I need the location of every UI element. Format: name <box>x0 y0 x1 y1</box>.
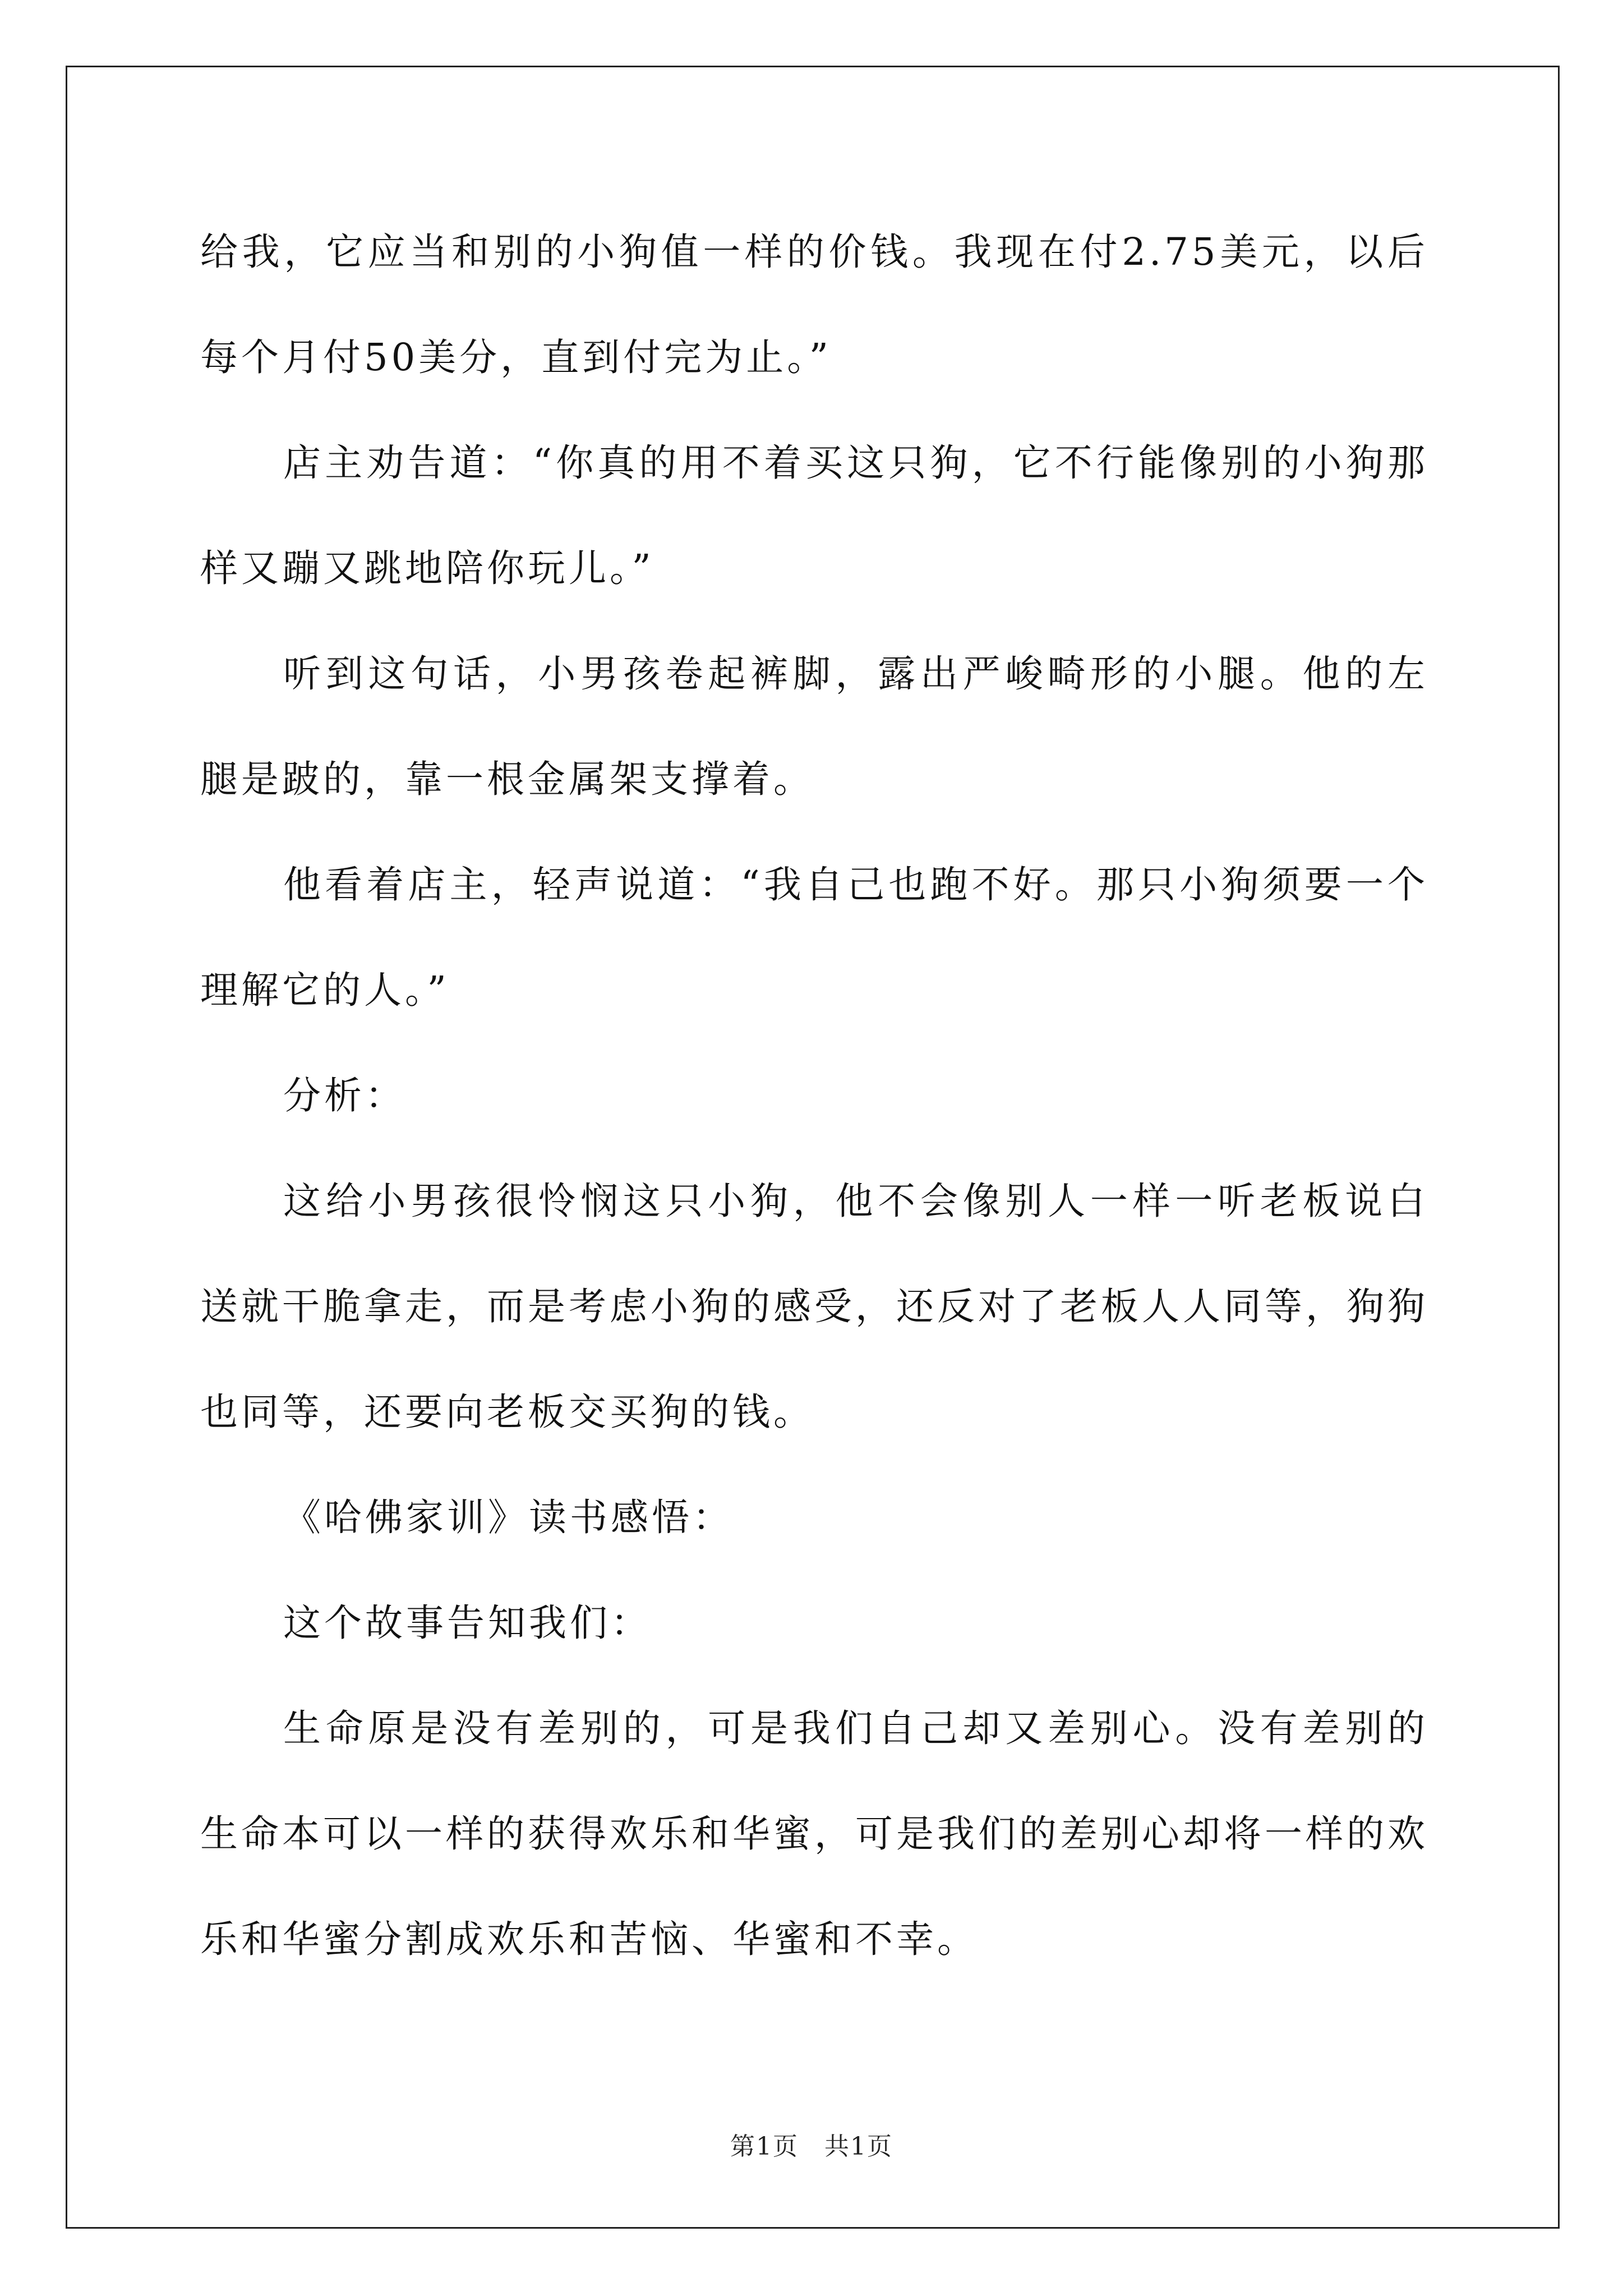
page-footer: 第1页 共1页 <box>730 2132 893 2161</box>
paragraph-3: 听到这句话，小男孩卷起裤脚，露出严峻畸形的小腿。他的左腿是跛的，靠一根金属架支撑着。 <box>200 652 1428 801</box>
paragraph-7-heading: 《哈佛家训》读书感悟： <box>283 1496 734 1539</box>
paragraph-4: 他看着店主，轻声说道：“我自己也跑不好。那只小狗须要一个理解它的人。” <box>200 863 1428 1012</box>
paragraph-8: 这个故事告知我们： <box>283 1601 652 1645</box>
paragraph-2: 店主劝告道：“你真的用不着买这只狗，它不行能像别的小狗那样又蹦又跳地陪你玩儿。” <box>200 441 1428 590</box>
document-body <box>200 199 1428 1992</box>
paragraph-1: 给我，它应当和别的小狗值一样的价钱。我现在付2.75美元，以后每个月付50美分，直到付完为止。” <box>200 230 1428 379</box>
paragraph-5-heading: 分析： <box>283 1074 406 1117</box>
paragraph-6: 这给小男孩很怜悯这只小狗，他不会像别人一样一听老板说白送就干脆拿走，而是考虑小狗的感受，还反对了老板人人同等，狗狗也同等，还要向老板交买狗的钱。 <box>200 1179 1428 1434</box>
paragraph-9: 生命原是没有差别的，可是我们自己却又差别心。没有差别的生命本可以一样的获得欢乐和华蜜，可是我们的差别心却将一样的欢乐和华蜜分割成欢乐和苦恼、华蜜和不幸。 <box>200 1706 1428 1961</box>
